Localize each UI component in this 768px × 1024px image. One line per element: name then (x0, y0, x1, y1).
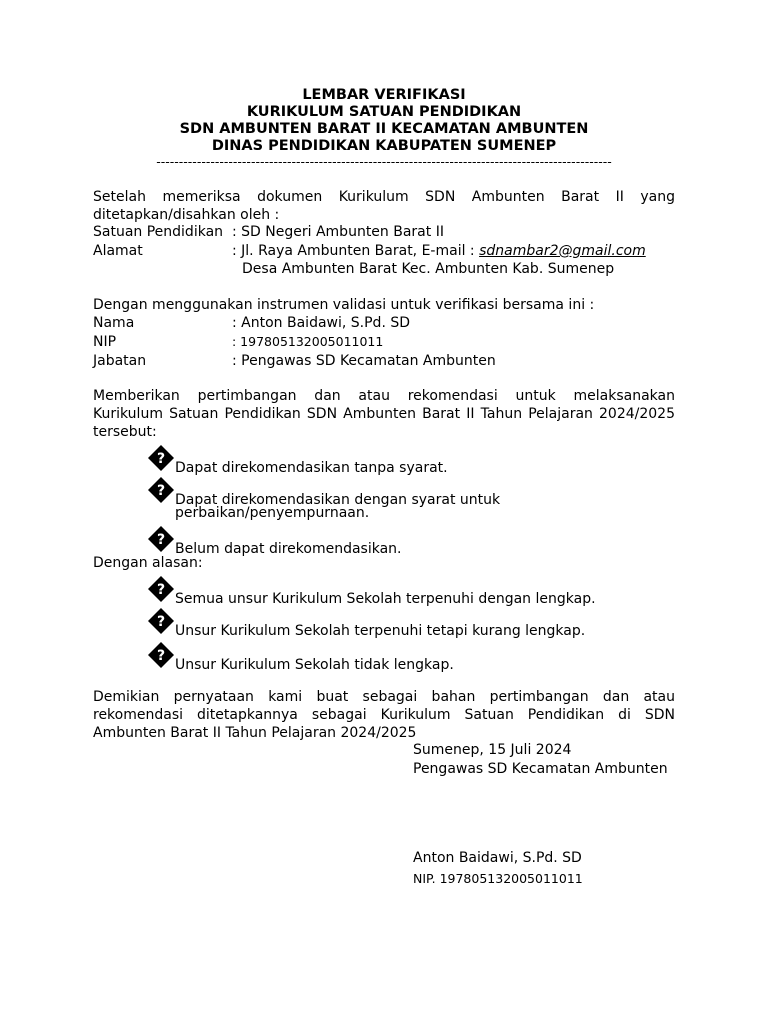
school-address-line-2: Desa Ambunten Barat Kec. Ambunten Kab. Sumenep (242, 261, 615, 277)
svg-text:?: ? (156, 582, 166, 598)
verifier-position-value: : Pengawas SD Kecamatan Ambunten (232, 353, 496, 369)
option-label-2: Dapat direkomendasikan dengan syarat untuk (175, 492, 501, 508)
missing-glyph-icon (147, 531, 175, 555)
title-line-1: LEMBAR VERIFIKASI (302, 87, 466, 103)
reason-row-3[interactable] (147, 647, 454, 675)
missing-glyph-icon (147, 450, 175, 474)
closing-line-2: rekomendasi ditetapkannya sebagai Kurikulum Satuan Pendidikan di SDN (93, 707, 675, 723)
option-label-2-continued: perbaikan/penyempurnaan. (175, 505, 370, 521)
option-label-1: Dapat direkomendasikan tanpa syarat. (175, 460, 448, 476)
reason-label-2: Unsur Kurikulum Sekolah terpenuhi tetapi kurang lengkap. (175, 623, 586, 639)
school-email-link[interactable]: sdnambar2@gmail.com (479, 243, 646, 259)
signature-role: Pengawas SD Kecamatan Ambunten (413, 761, 668, 777)
missing-glyph-icon (147, 647, 175, 671)
missing-glyph-icon (147, 613, 175, 637)
school-unit-value: : SD Negeri Ambunten Barat II (232, 224, 444, 240)
verifier-name-label: Nama (93, 315, 135, 331)
school-address-value (232, 242, 646, 260)
svg-text:?: ? (156, 648, 166, 664)
verifier-nip-value: : 197805132005011011 (232, 334, 384, 349)
signature-name: Anton Baidawi, S.Pd. SD (413, 850, 582, 866)
title-line-3: SDN AMBUNTEN BARAT II KECAMATAN AMBUNTEN (179, 121, 589, 137)
reason-row-2[interactable] (147, 613, 585, 641)
verifier-position-label: Jabatan (93, 353, 147, 369)
closing-line-3: Ambunten Barat II Tahun Pelajaran 2024/2025 (93, 725, 417, 741)
school-address-prefix: : Jl. Raya Ambunten Barat, E-mail : (232, 243, 480, 259)
verifier-name-value: : Anton Baidawi, S.Pd. SD (232, 315, 411, 331)
recommendation-line-1: Memberikan pertimbangan dan atau rekomendasi untuk melaksanakan (93, 388, 675, 404)
missing-glyph-icon (147, 482, 175, 506)
signature-place-date: Sumenep, 15 Juli 2024 (413, 742, 572, 758)
closing-line-1: Demikian pernyataan kami buat sebagai bahan pertimbangan dan atau (93, 689, 675, 705)
svg-text:?: ? (156, 532, 166, 548)
school-address-label: Alamat (93, 243, 143, 259)
intro-line-1: Setelah memeriksa dokumen Kurikulum SDN Ambunten Barat II yang (93, 189, 675, 205)
header-divider: ----------------------------------------------------------------------------------------------------- (156, 154, 612, 169)
option-label-3: Belum dapat direkomendasikan. (175, 541, 402, 557)
reason-label-1: Semua unsur Kurikulum Sekolah terpenuhi dengan lengkap. (175, 591, 596, 607)
title-line-4: DINAS PENDIDIKAN KABUPATEN SUMENEP (211, 138, 557, 154)
reason-row-1[interactable] (147, 581, 596, 609)
recommendation-line-2: Kurikulum Satuan Pendidikan SDN Ambunten Barat II Tahun Pelajaran 2024/2025 (93, 406, 675, 422)
recommendation-line-3: tersebut: (93, 424, 157, 440)
option-row-1[interactable] (147, 450, 448, 478)
missing-glyph-icon (147, 581, 175, 605)
intro-line-2: ditetapkan/disahkan oleh : (93, 207, 280, 223)
school-unit-label: Satuan Pendidikan (93, 224, 224, 240)
svg-text:?: ? (156, 483, 166, 499)
svg-text:?: ? (156, 614, 166, 630)
title-line-2: KURIKULUM SATUAN PENDIDIKAN (246, 104, 522, 120)
verifier-intro: Dengan menggunakan instrumen validasi untuk verifikasi bersama ini : (93, 297, 595, 313)
svg-text:?: ? (156, 451, 166, 467)
signature-nip: NIP. 197805132005011011 (413, 871, 583, 886)
reasons-label: Dengan alasan: (93, 555, 203, 571)
reason-label-3: Unsur Kurikulum Sekolah tidak lengkap. (175, 657, 454, 673)
verifier-nip-label: NIP (93, 334, 117, 350)
